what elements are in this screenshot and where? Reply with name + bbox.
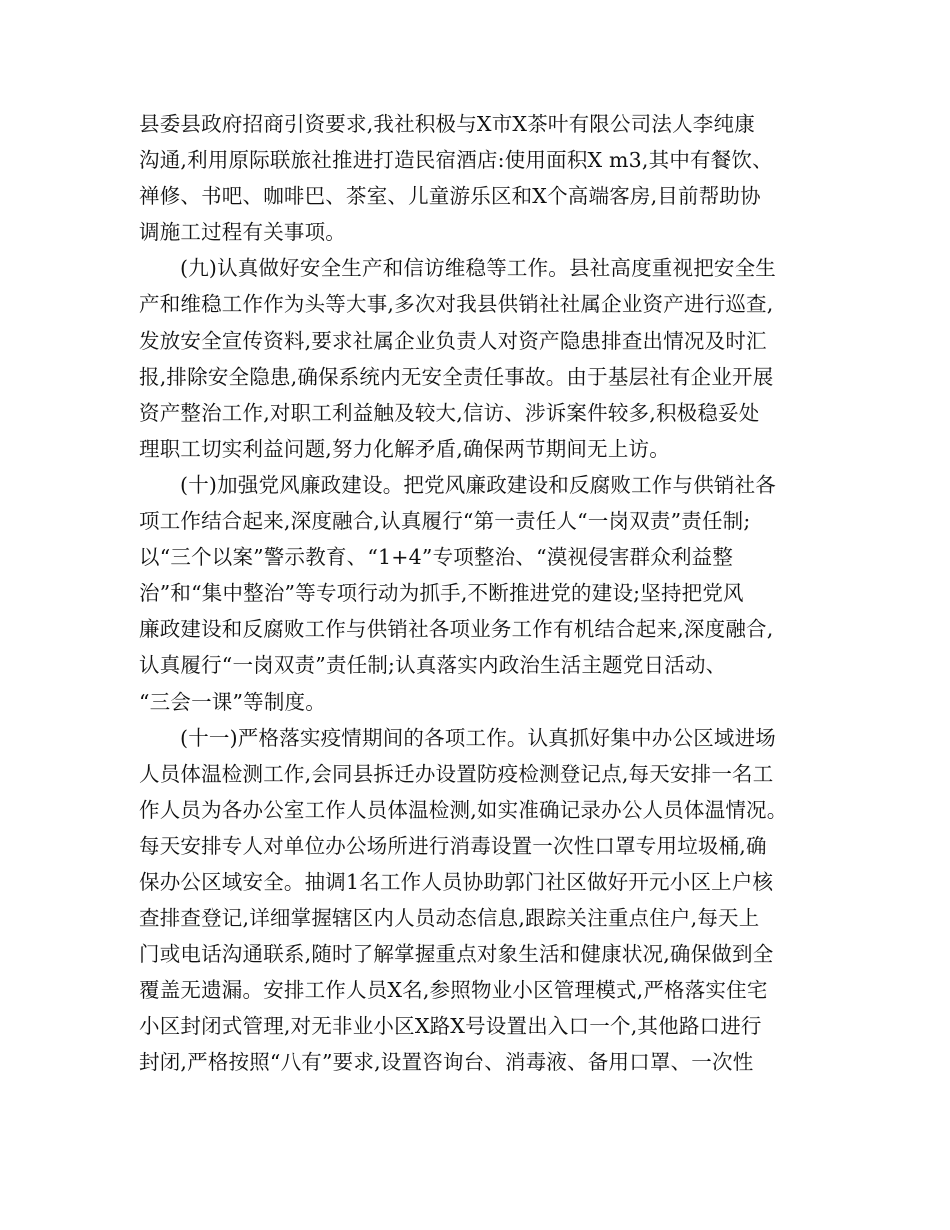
text-line: (十一)严格落实疫情期间的各项工作。认真抓好集中办公区域进场: [180, 725, 776, 750]
text-line: 发放安全宣传资料,要求社属企业负责人对资产隐患排查出情况及时汇: [139, 328, 767, 353]
text-line: 产和维稳工作作为头等大事,多次对我县供销社社属企业资产进行巡查,: [139, 292, 774, 317]
text-line: 项工作结合起来,深度融合,认真履行“第一责任人“一岗双责”责任制;: [139, 509, 751, 534]
text-line: 门或电话沟通联系,随时了解掌握重点对象生活和健康状况,确保做到全: [139, 942, 774, 967]
text-line: 每天安排专人对单位办公场所进行消毒设置一次性口罩专用垃圾桶,确: [139, 833, 767, 858]
text-line: 认真履行“一岗双责”责任制;认真落实内政治生活主题党日活动、: [139, 653, 727, 678]
text-line: 保办公区域安全。抽调1名工作人员协助郭门社区做好开元小区上户核: [139, 869, 774, 894]
text-line: “三会一课”等制度。: [139, 689, 326, 714]
text-line: 封闭,严格按照“八有”要求,设置咨询台、消毒液、备用口罩、一次性: [139, 1050, 754, 1075]
text-line: 沟通,利用原际联旅社推进打造民宿酒店:使用面积X m3,其中有餐饮、: [139, 148, 773, 173]
text-line: 小区封闭式管理,对无非业小区X路X号设置出入口一个,其他路口进行: [139, 1014, 762, 1039]
text-line: 报,排除安全隐患,确保系统内无安全责任事故。由于基层社有企业开展: [139, 364, 774, 389]
text-line: 禅修、书吧、咖啡巴、茶室、儿童游乐区和X个高端客房,目前帮助协: [139, 184, 761, 209]
text-line: 资产整治工作,对职工利益触及较大,信访、涉诉案件较多,积极稳妥处: [139, 400, 760, 425]
paragraph-investment: [139, 106, 819, 250]
paragraph-10-integrity: [139, 467, 819, 720]
text-line: 查排查登记,详细掌握辖区内人员动态信息,跟踪关注重点住户,每天上: [139, 906, 760, 931]
text-line: 治”和“集中整治”等专项行动为抓手,不断推进党的建设;坚持把党风: [139, 581, 744, 606]
text-line: 理职工切实利益问题,努力化解矛盾,确保两节期间无上访。: [139, 436, 670, 461]
text-line: (十)加强党风廉政建设。把党风廉政建设和反腐败工作与供销社各: [180, 472, 776, 497]
text-line: (九)认真做好安全生产和信访维稳等工作。县社高度重视把安全生: [180, 256, 776, 281]
text-line: 作人员为各办公室工作人员体温检测,如实准确记录办公人员体温情况。: [139, 797, 788, 822]
text-line: 以“三个以案”警示教育、“1+4”专项整治、“漠视侵害群众利益整: [139, 545, 734, 570]
text-line: 人员体温检测工作,会同县拆迁办设置防疫检测登记点,每天安排一名工: [139, 761, 774, 786]
document-body: [139, 106, 819, 1081]
text-line: 廉政建设和反腐败工作与供销社各项业务工作有机结合起来,深度融合,: [139, 617, 774, 642]
text-line: 调施工过程有关事项。: [139, 220, 346, 245]
text-line: 覆盖无遗漏。安排工作人员X名,参照物业小区管理模式,严格落实住宅: [139, 978, 768, 1003]
paragraph-9-safety: [139, 250, 819, 467]
text-line: 县委县政府招商引资要求,我社积极与X市X茶叶有限公司法人李纯康: [139, 112, 755, 136]
paragraph-11-epidemic: [139, 720, 819, 1081]
